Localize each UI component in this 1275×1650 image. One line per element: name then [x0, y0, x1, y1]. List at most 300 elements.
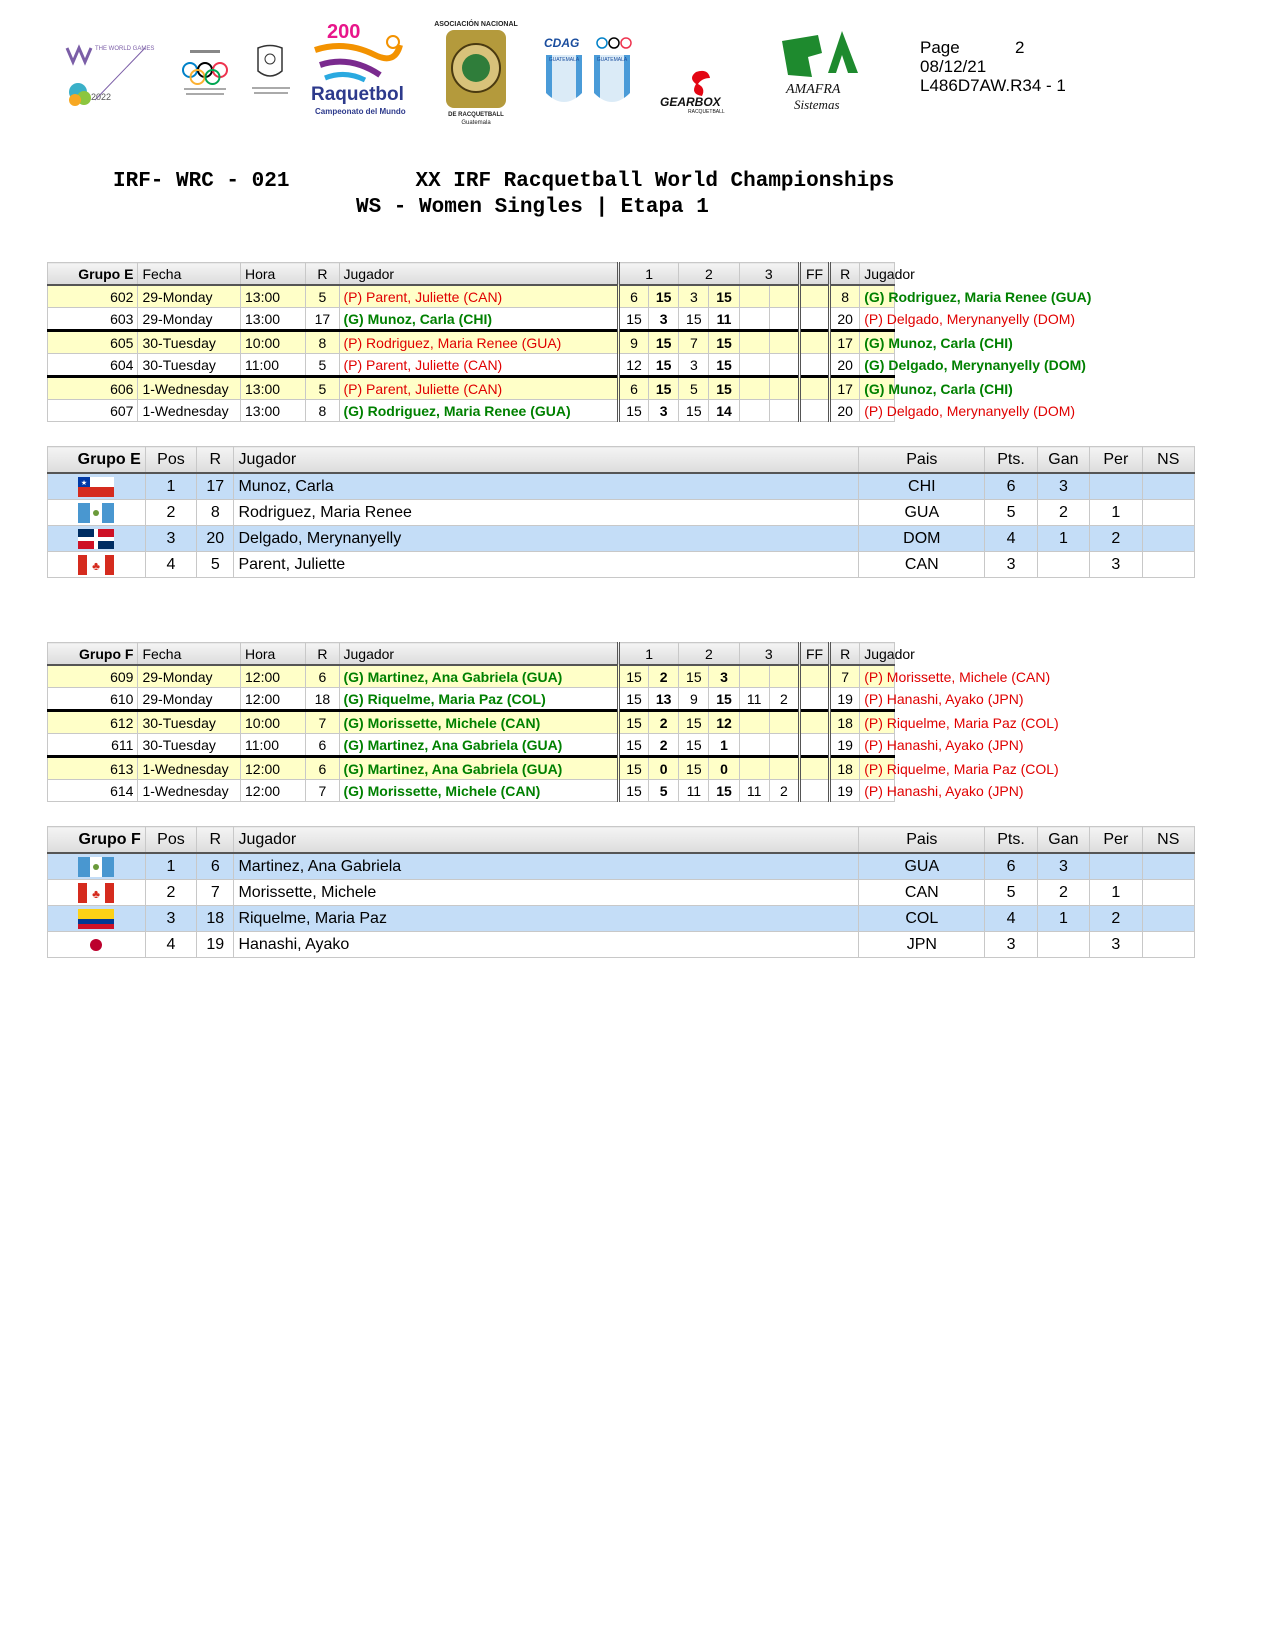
player1-rank: 18: [306, 688, 339, 711]
player2-rank: 20: [830, 354, 860, 377]
svg-text:CDAG: CDAG: [544, 36, 580, 50]
event-subtitle: WS - Women Singles | Etapa 1: [356, 196, 709, 219]
player2-name: (P) Riquelme, Maria Paz (COL): [860, 757, 895, 780]
set-score: [739, 308, 769, 331]
match-id: 607: [48, 400, 138, 422]
forfeit: [799, 780, 829, 802]
match-row: [48, 665, 1195, 688]
player1-rank: 6: [306, 734, 339, 757]
no-shows: [1142, 552, 1194, 578]
set-score: [769, 711, 799, 734]
flag-cell: [48, 906, 146, 932]
pais-header: Pais: [859, 827, 985, 854]
per-header: Per: [1090, 827, 1142, 854]
player2-name: (G) Munoz, Carla (CHI): [860, 331, 895, 354]
points: 6: [985, 473, 1037, 500]
player-name: Munoz, Carla: [234, 473, 859, 500]
set-score: [769, 665, 799, 688]
set-score: [739, 665, 769, 688]
player1-name: (P) Parent, Juliette (CAN): [339, 285, 618, 308]
player2-rank: 17: [830, 377, 860, 400]
no-shows: [1142, 880, 1194, 906]
svg-text:Campeonato del Mundo: Campeonato del Mundo: [315, 107, 406, 116]
points: 3: [985, 932, 1037, 958]
pos-header: Pos: [145, 827, 196, 854]
svg-text:200: 200: [327, 21, 361, 43]
gan-header: Gan: [1037, 447, 1089, 474]
set1-header: 1: [618, 263, 678, 286]
jugador-header: Jugador: [234, 447, 859, 474]
match-id: 611: [48, 734, 138, 757]
report-date: 08/12/21: [920, 57, 987, 76]
raquetbol-200-logo: [305, 20, 415, 125]
set2-header: 2: [679, 643, 739, 666]
set-score: 15: [618, 308, 648, 331]
position: 3: [145, 526, 196, 552]
player1-name: (P) Parent, Juliette (CAN): [339, 377, 618, 400]
set-score: 15: [618, 400, 648, 422]
match-id: 609: [48, 665, 138, 688]
set-score: 3: [679, 285, 709, 308]
asociacion-racquetball-logo: [434, 18, 518, 128]
set-score: [739, 711, 769, 734]
set-score: 2: [769, 688, 799, 711]
set-score: 15: [649, 354, 679, 377]
position: 4: [145, 552, 196, 578]
match-row: [48, 734, 1195, 757]
event-title: XX IRF Racquetball World Championships: [415, 170, 895, 193]
set-score: 2: [649, 711, 679, 734]
player-rank: 20: [197, 526, 234, 552]
player2-name: (G) Rodriguez, Maria Renee (GUA): [860, 285, 895, 308]
country: CAN: [859, 880, 985, 906]
svg-text:★: ★: [81, 479, 88, 487]
match-row: [48, 688, 1195, 711]
no-shows: [1142, 932, 1194, 958]
set-score: [739, 734, 769, 757]
set-score: 11: [739, 688, 769, 711]
match-date: 29-Monday: [138, 688, 241, 711]
set-score: [739, 331, 769, 354]
svg-text:THE WORLD GAMES: THE WORLD GAMES: [95, 46, 155, 52]
player-name: Morissette, Michele: [234, 880, 859, 906]
report-code: L486D7AW.R34 - 1: [920, 76, 1066, 95]
set-score: 15: [618, 757, 648, 780]
set-score: 14: [709, 400, 739, 422]
flag-cell: [48, 526, 146, 552]
player1-rank: 8: [306, 400, 339, 422]
match-time: 12:00: [241, 757, 306, 780]
player2-name: (P) Delgado, Merynanyelly (DOM): [860, 400, 895, 422]
player-rank: 17: [197, 473, 234, 500]
jugador-header: Jugador: [860, 643, 895, 666]
crest-logo: [248, 43, 293, 98]
player2-rank: 20: [830, 308, 860, 331]
set1-header: 1: [618, 643, 678, 666]
player2-name: (P) Delgado, Merynanyelly (DOM): [860, 308, 895, 331]
ff-header: FF: [799, 263, 829, 286]
player2-rank: 7: [830, 665, 860, 688]
set-score: 11: [709, 308, 739, 331]
player-name: Delgado, Merynanyelly: [234, 526, 859, 552]
forfeit: [799, 308, 829, 331]
colombia-flag-icon: [78, 909, 114, 929]
set-score: 3: [649, 400, 679, 422]
gearbox-logo: [658, 68, 748, 113]
player2-name: (P) Morissette, Michele (CAN): [860, 665, 895, 688]
standings-row: [48, 473, 1195, 500]
set-score: 15: [618, 665, 648, 688]
set-score: 15: [709, 354, 739, 377]
set-score: 0: [649, 757, 679, 780]
svg-text:GUATEMALA: GUATEMALA: [548, 57, 580, 63]
set-score: [769, 308, 799, 331]
player1-rank: 6: [306, 665, 339, 688]
forfeit: [799, 665, 829, 688]
group-name: Grupo F: [48, 643, 138, 666]
no-shows: [1142, 500, 1194, 526]
set-score: 11: [739, 780, 769, 802]
fecha-header: Fecha: [138, 643, 241, 666]
match-time: 11:00: [241, 354, 306, 377]
player2-rank: 19: [830, 688, 860, 711]
rank-header: R: [197, 447, 234, 474]
set-score: 9: [679, 688, 709, 711]
japan-flag-icon: [78, 935, 114, 955]
set-score: [739, 285, 769, 308]
position: 2: [145, 500, 196, 526]
match-row: [48, 308, 1195, 331]
svg-text:Raquetbol: Raquetbol: [311, 84, 404, 105]
no-shows: [1142, 526, 1194, 552]
flag-cell: [48, 552, 146, 578]
match-date: 1-Wednesday: [138, 400, 241, 422]
set-score: 9: [618, 331, 648, 354]
svg-text:GEARBOX: GEARBOX: [660, 95, 721, 109]
pts-header: Pts.: [985, 827, 1037, 854]
set-score: 5: [679, 377, 709, 400]
no-shows: [1142, 906, 1194, 932]
losses: 3: [1090, 932, 1142, 958]
set-score: [769, 400, 799, 422]
set-score: 12: [618, 354, 648, 377]
set-score: [769, 331, 799, 354]
player1-name: (G) Morissette, Michele (CAN): [339, 780, 618, 802]
set-score: 15: [618, 780, 648, 802]
amafra-logo: [778, 23, 863, 123]
set2-header: 2: [679, 263, 739, 286]
rank-header: R: [306, 643, 339, 666]
set-score: 15: [709, 780, 739, 802]
set-score: 15: [649, 331, 679, 354]
match-time: 11:00: [241, 734, 306, 757]
set-score: 15: [649, 377, 679, 400]
player-rank: 19: [197, 932, 234, 958]
jugador-header: Jugador: [339, 643, 618, 666]
player1-name: (G) Martinez, Ana Gabriela (GUA): [339, 734, 618, 757]
match-row: [48, 377, 1195, 400]
set-score: [769, 757, 799, 780]
match-row: [48, 757, 1195, 780]
player2-rank: 17: [830, 331, 860, 354]
set-score: 15: [649, 285, 679, 308]
rank-header: R: [306, 263, 339, 286]
svg-text:2022: 2022: [91, 92, 112, 102]
player1-name: (G) Munoz, Carla (CHI): [339, 308, 618, 331]
set3-header: 3: [739, 643, 799, 666]
set-score: 15: [679, 711, 709, 734]
rank-header: R: [197, 827, 234, 854]
set-score: 15: [709, 688, 739, 711]
points: 5: [985, 500, 1037, 526]
forfeit: [799, 377, 829, 400]
player2-name: (P) Riquelme, Maria Paz (COL): [860, 711, 895, 734]
svg-text:AMAFRA: AMAFRA: [786, 82, 841, 97]
losses: 2: [1090, 526, 1142, 552]
player-name: Hanashi, Ayako: [234, 932, 859, 958]
player1-rank: 6: [306, 757, 339, 780]
hora-header: Hora: [241, 643, 306, 666]
match-date: 1-Wednesday: [138, 757, 241, 780]
player-name: Rodriguez, Maria Renee: [234, 500, 859, 526]
flag-cell: [48, 473, 146, 500]
set-score: 0: [709, 757, 739, 780]
set-score: 12: [709, 711, 739, 734]
player2-name: (G) Delgado, Merynanyelly (DOM): [860, 354, 895, 377]
canada-flag-icon: [78, 883, 114, 903]
player2-rank: 19: [830, 734, 860, 757]
canada-flag-icon: [78, 555, 114, 575]
standings-row: [48, 880, 1195, 906]
player2-rank: 18: [830, 711, 860, 734]
page-label: Page: [920, 38, 960, 57]
losses: [1090, 473, 1142, 500]
forfeit: [799, 285, 829, 308]
group-name: Grupo E: [48, 447, 146, 474]
player1-name: (G) Martinez, Ana Gabriela (GUA): [339, 665, 618, 688]
standings-table-group-e: [47, 446, 1195, 578]
set-score: 2: [769, 780, 799, 802]
match-time: 13:00: [241, 377, 306, 400]
set-score: 15: [679, 757, 709, 780]
pos-header: Pos: [145, 447, 196, 474]
title-line: [113, 170, 894, 193]
player1-rank: 5: [306, 354, 339, 377]
dominican-republic-flag-icon: [78, 529, 114, 549]
fecha-header: Fecha: [138, 263, 241, 286]
match-date: 30-Tuesday: [138, 734, 241, 757]
player-name: Martinez, Ana Gabriela: [234, 853, 859, 880]
set-score: 2: [649, 665, 679, 688]
set-score: 2: [649, 734, 679, 757]
position: 1: [145, 853, 196, 880]
player-rank: 6: [197, 853, 234, 880]
match-row: [48, 354, 1195, 377]
pts-header: Pts.: [985, 447, 1037, 474]
flag-cell: [48, 932, 146, 958]
set-score: 15: [709, 285, 739, 308]
player1-name: (G) Rodriguez, Maria Renee (GUA): [339, 400, 618, 422]
match-time: 10:00: [241, 711, 306, 734]
hora-header: Hora: [241, 263, 306, 286]
wins: [1037, 932, 1089, 958]
player1-name: (G) Riquelme, Maria Paz (COL): [339, 688, 618, 711]
wins: 2: [1037, 880, 1089, 906]
group-name: Grupo E: [48, 263, 138, 286]
pais-header: Pais: [859, 447, 985, 474]
svg-text:Guatemala: Guatemala: [461, 120, 491, 126]
set-score: [769, 377, 799, 400]
match-id: 602: [48, 285, 138, 308]
player1-rank: 5: [306, 285, 339, 308]
set-score: 1: [709, 734, 739, 757]
standings-row: [48, 552, 1195, 578]
set-score: [739, 757, 769, 780]
set-score: 15: [709, 331, 739, 354]
set-score: 15: [618, 711, 648, 734]
ff-header: FF: [799, 643, 829, 666]
player1-rank: 17: [306, 308, 339, 331]
set-score: [739, 354, 769, 377]
player1-rank: 7: [306, 711, 339, 734]
match-date: 29-Monday: [138, 308, 241, 331]
set-score: 5: [649, 780, 679, 802]
wins: 2: [1037, 500, 1089, 526]
group-name: Grupo F: [48, 827, 146, 854]
set-score: 15: [679, 734, 709, 757]
position: 4: [145, 932, 196, 958]
set-score: 15: [618, 734, 648, 757]
page-info: [920, 38, 1066, 95]
player1-name: (G) Martinez, Ana Gabriela (GUA): [339, 757, 618, 780]
match-row: [48, 285, 1195, 308]
guatemala-flag-icon: [78, 857, 114, 877]
set-score: 3: [649, 308, 679, 331]
forfeit: [799, 331, 829, 354]
set-score: 7: [679, 331, 709, 354]
jugador-header: Jugador: [339, 263, 618, 286]
match-id: 605: [48, 331, 138, 354]
player2-rank: 18: [830, 757, 860, 780]
player1-name: (P) Rodriguez, Maria Renee (GUA): [339, 331, 618, 354]
points: 4: [985, 906, 1037, 932]
player-rank: 8: [197, 500, 234, 526]
match-time: 10:00: [241, 331, 306, 354]
set-score: 15: [679, 665, 709, 688]
set-score: 6: [618, 377, 648, 400]
match-time: 13:00: [241, 308, 306, 331]
match-time: 12:00: [241, 688, 306, 711]
standings-row: [48, 932, 1195, 958]
match-date: 30-Tuesday: [138, 354, 241, 377]
set-score: 11: [679, 780, 709, 802]
match-id: 613: [48, 757, 138, 780]
wins: 1: [1037, 526, 1089, 552]
country: CAN: [859, 552, 985, 578]
flag-cell: [48, 880, 146, 906]
svg-text:ASOCIACIÓN NACIONAL: ASOCIACIÓN NACIONAL: [434, 21, 518, 28]
matches-table-group-e: [47, 262, 1195, 422]
player2-rank: 20: [830, 400, 860, 422]
country: DOM: [859, 526, 985, 552]
flag-cell: [48, 500, 146, 526]
set-score: 3: [679, 354, 709, 377]
set-score: [769, 354, 799, 377]
set-score: [739, 377, 769, 400]
set3-header: 3: [739, 263, 799, 286]
match-time: 12:00: [241, 665, 306, 688]
event-code: IRF- WRC - 021: [113, 170, 290, 193]
standings-row: [48, 906, 1195, 932]
forfeit: [799, 734, 829, 757]
player1-rank: 7: [306, 780, 339, 802]
svg-text:DE RACQUETBALL: DE RACQUETBALL: [448, 112, 504, 118]
country: JPN: [859, 932, 985, 958]
wins: 3: [1037, 473, 1089, 500]
match-id: 603: [48, 308, 138, 331]
losses: 3: [1090, 552, 1142, 578]
losses: 1: [1090, 500, 1142, 526]
match-date: 1-Wednesday: [138, 780, 241, 802]
svg-text:Sistemas: Sistemas: [794, 97, 840, 112]
standings-table-group-f: [47, 826, 1195, 958]
set-score: 15: [679, 400, 709, 422]
match-date: 30-Tuesday: [138, 331, 241, 354]
sponsor-logos: [60, 18, 900, 128]
set-score: 13: [649, 688, 679, 711]
country: GUA: [859, 500, 985, 526]
match-row: [48, 711, 1195, 734]
losses: 1: [1090, 880, 1142, 906]
forfeit: [799, 711, 829, 734]
match-id: 604: [48, 354, 138, 377]
flag-cell: [48, 853, 146, 880]
player-rank: 7: [197, 880, 234, 906]
set-score: [769, 285, 799, 308]
player-name: Riquelme, Maria Paz: [234, 906, 859, 932]
set-score: 6: [618, 285, 648, 308]
match-id: 614: [48, 780, 138, 802]
player2-rank: 8: [830, 285, 860, 308]
match-date: 29-Monday: [138, 285, 241, 308]
match-time: 13:00: [241, 400, 306, 422]
ns-header: NS: [1142, 827, 1194, 854]
match-id: 610: [48, 688, 138, 711]
match-date: 1-Wednesday: [138, 377, 241, 400]
standings-row: [48, 500, 1195, 526]
jugador-header: Jugador: [860, 263, 895, 286]
matches-table-group-f: [47, 642, 1195, 802]
country: GUA: [859, 853, 985, 880]
player1-rank: 5: [306, 377, 339, 400]
guatemala-flag-icon: [78, 503, 114, 523]
player1-name: (P) Parent, Juliette (CAN): [339, 354, 618, 377]
standings-row: [48, 853, 1195, 880]
losses: [1090, 853, 1142, 880]
player2-name: (P) Hanashi, Ayako (JPN): [860, 780, 895, 802]
country: COL: [859, 906, 985, 932]
match-time: 12:00: [241, 780, 306, 802]
wins: 3: [1037, 853, 1089, 880]
player1-rank: 8: [306, 331, 339, 354]
per-header: Per: [1090, 447, 1142, 474]
match-id: 612: [48, 711, 138, 734]
set-score: 3: [709, 665, 739, 688]
player-rank: 18: [197, 906, 234, 932]
wins: 1: [1037, 906, 1089, 932]
player1-name: (G) Morissette, Michele (CAN): [339, 711, 618, 734]
forfeit: [799, 354, 829, 377]
